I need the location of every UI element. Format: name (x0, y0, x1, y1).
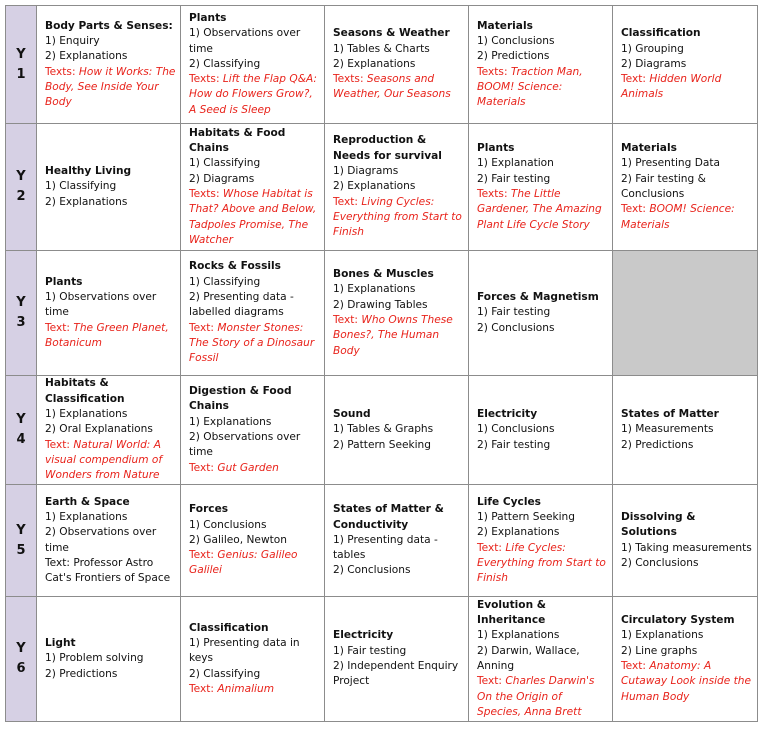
text-reference-titles: Whose Habitat is That? Above and Below, Tadpoles Promise, The Watcher (189, 188, 317, 246)
table-row (6, 485, 758, 597)
year-label-char: Y (16, 169, 26, 184)
text-reference-label: Text: (189, 461, 214, 474)
table-row (6, 251, 758, 376)
skill-line: 2) Fair testing (477, 172, 551, 185)
skill-line: 2) Classifying (189, 667, 261, 680)
topic-title: Earth & Space (45, 495, 130, 508)
skill-line: 2) Pattern Seeking (333, 438, 431, 451)
skill-line: 1) Grouping (621, 42, 684, 55)
skill-line: 1) Presenting data in keys (189, 637, 300, 665)
skill-line: 2) Line graphs (621, 644, 698, 657)
topic-title: Forces (189, 503, 229, 516)
text-reference (189, 461, 320, 476)
skill-line: 2) Observations over time (45, 526, 157, 554)
year-label-char: 4 (16, 432, 26, 447)
topic-title: Electricity (333, 629, 394, 642)
text-reference (333, 313, 464, 359)
text-reference-label: Text: (45, 438, 70, 451)
text-reference (45, 556, 176, 587)
text-reference (477, 674, 608, 720)
text-reference-label: Text: (621, 73, 646, 86)
year-label-char: Y (16, 412, 26, 427)
text-reference-label: Text: (45, 556, 70, 569)
topic-title: Plants (45, 275, 83, 288)
topic-cell (613, 376, 758, 485)
skill-line: 1) Presenting data - tables (333, 533, 438, 562)
skill-line: 1) Conclusions (189, 518, 267, 531)
skill-line: 1) Explanations (621, 629, 704, 642)
topic-title: Dissolving & Solutions (621, 510, 696, 539)
text-reference-label: Text: (45, 321, 70, 334)
text-reference-label: Texts: (189, 73, 220, 86)
topic-title: Circulatory System (621, 614, 735, 627)
skill-line: 1) Fair testing (333, 644, 407, 657)
text-reference-label: Texts: (189, 188, 220, 200)
skill-line: 2) Predictions (621, 438, 694, 451)
topic-cell (181, 124, 325, 251)
text-reference-titles: How it Works: The Body, See Inside Your Body (45, 65, 176, 109)
skill-line: 1) Diagrams (333, 165, 399, 178)
skill-line: 1) Explanation (477, 157, 554, 170)
topic-cell (469, 124, 613, 251)
text-reference-titles: Gut Garden (217, 461, 279, 474)
text-reference (477, 187, 608, 233)
skill-line: 1) Classifying (189, 157, 261, 170)
curriculum-table (5, 5, 758, 722)
topic-cell (181, 376, 325, 485)
text-reference (189, 682, 320, 697)
skill-line: 2) Conclusions (333, 564, 411, 577)
text-reference (45, 438, 176, 484)
topic-cell (37, 597, 181, 722)
skill-line: 1) Problem solving (45, 652, 144, 665)
text-reference-label: Text: (189, 682, 214, 695)
skill-line: 1) Presenting Data (621, 157, 721, 170)
text-reference-label: Text: (333, 314, 358, 326)
topic-title: States of Matter (621, 408, 719, 421)
year-label-char: 6 (16, 661, 26, 676)
skill-line: 1) Observations over time (189, 27, 301, 55)
topic-cell (325, 6, 469, 124)
topic-title: Light (45, 637, 76, 650)
topic-title: Rocks & Fossils (189, 260, 281, 273)
topic-title: Bones & Muscles (333, 268, 434, 281)
skill-line: 2) Galileo, Newton (189, 533, 287, 546)
year-label-char: Y (16, 46, 26, 62)
year-label (6, 485, 37, 597)
topic-cell (181, 251, 325, 376)
skill-line: 2) Diagrams (189, 172, 255, 185)
text-reference-label: Text: (333, 195, 358, 208)
topic-cell (181, 485, 325, 597)
topic-title: Habitats & Food Chains (189, 126, 286, 155)
skill-line: 1) Observations over time (45, 291, 157, 319)
skill-line: 1) Classifying (189, 275, 261, 288)
topic-title: Digestion & Food Chains (189, 385, 292, 413)
skill-line: 2) Predictions (477, 50, 550, 63)
table-row (6, 597, 758, 722)
skill-line: 2) Darwin, Wallace, Anning (477, 644, 580, 672)
skill-line: 1) Explanations (333, 283, 416, 296)
topic-title: Classification (189, 621, 269, 634)
text-reference (477, 541, 608, 587)
table-row (6, 376, 758, 485)
year-label (6, 597, 37, 722)
year-label-char: Y (16, 641, 26, 656)
topic-title: Materials (621, 142, 677, 155)
text-reference-titles: Lift the Flap Q&A: How do Flowers Grow?, A Seed is Sleep (189, 73, 317, 116)
topic-title: Plants (189, 11, 227, 24)
topic-cell (325, 597, 469, 722)
topic-cell (37, 251, 181, 376)
skill-line: 1) Conclusions (477, 34, 555, 47)
year-label-char: 2 (16, 189, 26, 204)
topic-title: Sound (333, 408, 371, 421)
skill-line: 1) Tables & Graphs (333, 423, 434, 436)
table-row (6, 124, 758, 251)
skill-line: 1) Taking measurements (621, 541, 752, 554)
skill-line: 2) Diagrams (621, 57, 687, 70)
topic-cell (469, 376, 613, 485)
skill-line: 2) Conclusions (477, 321, 555, 334)
text-reference-titles: Life Cycles: Everything from Start to Finish (477, 541, 606, 585)
text-reference-titles: Seasons and Weather, Our Seasons (333, 73, 451, 101)
skill-line: 1) Explanations (477, 629, 560, 642)
skill-line: 2) Explanations (45, 50, 128, 63)
empty-cell (613, 251, 758, 376)
year-label-char: 5 (16, 542, 26, 558)
text-reference-titles: Who Owns These Bones?, The Human Body (333, 314, 453, 357)
topic-cell (613, 6, 758, 124)
text-reference-label: Text: (189, 549, 214, 562)
topic-cell (181, 6, 325, 124)
skill-line: 2) Conclusions (621, 556, 699, 569)
text-reference-titles: Natural World: A visual compendium of Wonders from Nature (45, 438, 163, 482)
skill-line: 1) Measurements (621, 423, 714, 436)
skill-line: 2) Explanations (333, 57, 416, 70)
year-label (6, 6, 37, 124)
topic-cell (469, 485, 613, 597)
year-label-char: 1 (16, 66, 26, 82)
skill-line: 1) Explanations (45, 510, 128, 523)
skill-line: 1) Pattern Seeking (477, 510, 575, 523)
text-reference-titles: Monster Stones: The Story of a Dinosaur Fossil (189, 321, 315, 365)
topic-title: Evolution & Inheritance (477, 598, 547, 627)
topic-title: Forces & Magnetism (477, 291, 599, 304)
text-reference-titles: Animalium (217, 682, 275, 695)
skill-line: 2) Presenting data - labelled diagrams (189, 291, 294, 319)
text-reference (333, 72, 464, 103)
text-reference-label: Texts: (45, 65, 76, 78)
text-reference (333, 195, 464, 241)
skill-line: 2) Classifying (189, 57, 261, 70)
year-label (6, 251, 37, 376)
topic-title: Reproduction & Needs for survival (333, 134, 442, 162)
skill-line: 1) Enquiry (45, 34, 100, 47)
topic-cell (325, 251, 469, 376)
text-reference-titles: The Green Planet, Botanicum (45, 321, 169, 349)
skill-line: 1) Explanations (189, 415, 272, 428)
text-reference-label: Texts: (477, 188, 508, 200)
skill-line: 2) Independent Enquiry Project (333, 660, 459, 688)
text-reference-titles: Genius: Galileo Galilei (189, 549, 298, 577)
topic-cell (325, 485, 469, 597)
year-label-char: Y (16, 295, 26, 310)
year-label (6, 124, 37, 251)
topic-cell (37, 485, 181, 597)
text-reference (621, 202, 753, 233)
text-reference-titles: Living Cycles: Everything from Start to Finish (333, 195, 462, 239)
skill-line: 1) Classifying (45, 180, 117, 193)
topic-title: Plants (477, 142, 515, 155)
topic-cell (181, 597, 325, 722)
topic-cell (613, 597, 758, 722)
skill-line: 2) Fair testing (477, 438, 551, 451)
text-reference (189, 72, 320, 118)
topic-cell (613, 485, 758, 597)
skill-line: 2) Drawing Tables (333, 298, 428, 311)
text-reference (189, 548, 320, 579)
year-label-char: Y (16, 522, 26, 538)
text-reference-titles: The Little Gardener, The Amazing Plant Life Cycle Story (477, 188, 602, 231)
topic-cell (37, 6, 181, 124)
topic-title: Life Cycles (477, 495, 541, 508)
skill-line: 1) Explanations (45, 408, 128, 421)
text-reference-titles: Hidden World Animals (621, 73, 722, 101)
skill-line: 2) Oral Explanations (45, 423, 153, 436)
skill-line: 2) Fair testing & Conclusions (621, 172, 706, 200)
table-body (6, 6, 758, 722)
text-reference (621, 659, 753, 705)
topic-cell (469, 597, 613, 722)
skill-line: 2) Explanations (477, 526, 560, 539)
topic-cell (37, 376, 181, 485)
skill-line: 2) Explanations (333, 180, 416, 193)
topic-title: Electricity (477, 408, 538, 421)
text-reference-titles: Traction Man, BOOM! Science: Materials (477, 65, 583, 109)
text-reference-titles: BOOM! Science: Materials (621, 203, 735, 231)
topic-title: States of Matter & Conductivity (333, 503, 444, 531)
text-reference (45, 65, 176, 111)
text-reference-label: Texts: (333, 73, 364, 86)
text-reference (477, 65, 608, 111)
text-reference-label: Text: (477, 675, 502, 688)
skill-line: 1) Fair testing (477, 306, 551, 319)
topic-title: Materials (477, 19, 533, 32)
topic-title: Seasons & Weather (333, 27, 450, 40)
text-reference-titles: Anatomy: A Cutaway Look inside the Human Body (621, 660, 752, 703)
text-reference-titles: Professor Astro Cat's Frontiers of Space (45, 556, 171, 585)
text-reference-label: Text: (621, 203, 646, 216)
topic-title: Body Parts & Senses: (45, 19, 173, 32)
skill-line: 2) Predictions (45, 667, 118, 680)
topic-cell (613, 124, 758, 251)
topic-title: Classification (621, 27, 701, 40)
topic-title: Healthy Living (45, 165, 132, 178)
topic-cell (325, 376, 469, 485)
text-reference (189, 321, 320, 367)
text-reference (621, 72, 753, 103)
topic-cell (37, 124, 181, 251)
text-reference (189, 187, 320, 248)
skill-line: 2) Explanations (45, 195, 128, 208)
topic-cell (325, 124, 469, 251)
text-reference-titles: Charles Darwin's On the Origin of Species, Anna Brett (477, 675, 595, 718)
topic-cell (469, 6, 613, 124)
text-reference-label: Text: (621, 660, 646, 672)
table-row (6, 6, 758, 124)
year-label (6, 376, 37, 485)
skill-line: 1) Tables & Charts (333, 42, 430, 55)
text-reference (45, 321, 176, 352)
skill-line: 2) Observations over time (189, 431, 301, 459)
topic-title: Habitats & Classification (45, 377, 125, 405)
skill-line: 1) Conclusions (477, 423, 555, 436)
topic-cell (469, 251, 613, 376)
text-reference-label: Text: (189, 321, 214, 334)
text-reference-label: Text: (477, 541, 502, 554)
text-reference-label: Texts: (477, 65, 508, 78)
year-label-char: 3 (16, 315, 26, 330)
